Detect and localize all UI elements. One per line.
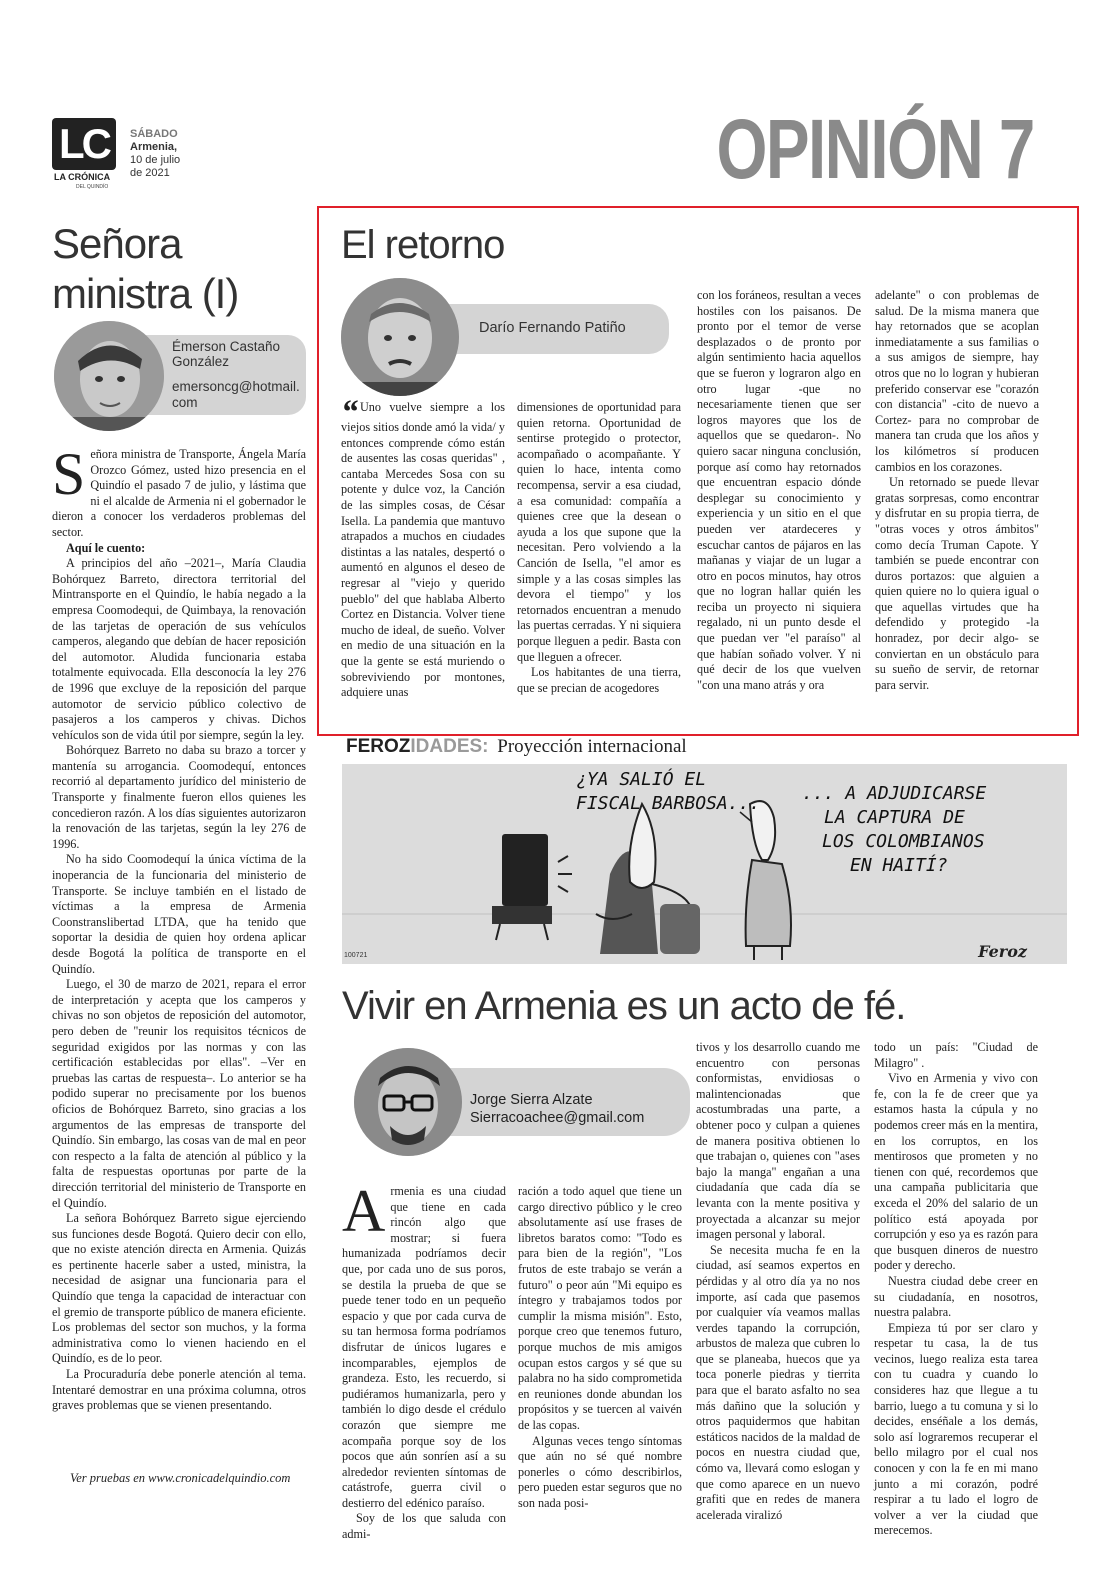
cartoon-label-bold: FEROZ: [346, 736, 411, 757]
cartoon-bubble1-line1: ¿YA SALIÓ EL: [576, 769, 707, 790]
article1-title: [52, 219, 238, 319]
article3-col1: [342, 1178, 506, 1543]
article1-author-line2: González: [172, 354, 230, 369]
cartoon-bubble2-line4: EN HAITÍ?: [850, 855, 948, 876]
article1-email-line2: com: [172, 395, 198, 410]
article3-col4-p1: Vivo en Armenia y vivo con fe, con la fe de creer que ya estamos hasta la cúpula y no podemos creer más en la mentira, en los corruptos, en los mentirosos que prometen y no tienen con qué, recordemos que una campaña publicitaria que exceda el 20% del salario de un político está apoyada por corrupción y eso ya es razón para que busquen dineros de nuestro poder y derecho.: [874, 1071, 1038, 1273]
article-senora-ministra: [52, 215, 306, 1495]
masthead: [52, 102, 1052, 202]
article1-author-name: [172, 339, 280, 369]
article2-col1-p0-text: Uno vuelve siempre a los viejos sitios donde amó la vida/ y entonces comprende cómo están de ausentes las cosas queridas" , cantaba Mercedes Sosa con su potente y dulce voz, la Canción de las simples cosas, de César Isella. La pandemia que mantuvo atrapados a muchos en ciudades distintas a las natales, despertó o aumentó en algunos el deseo de regresar al "viejo y querido pueblo" del que hablaba Alberto Cortez en Distancia. Volver tiene mucho de ideal, de sueño. Volver en medio de una situación en la que la gente se está muriendo o sobreviviendo por montones, adquiere unas: [341, 400, 505, 700]
article2-col2: [517, 400, 681, 696]
cartoon-section: [342, 736, 1067, 968]
section-title: OPINIÓN 7: [716, 102, 1034, 196]
cartoon-header: [346, 736, 687, 758]
article1-para-4: No ha sido Coomodequí la única víctima de la inoperancia de la funcionaria del ministerio de Transporte. Se incluye también en el listado de víctimas a la empresa de Armenia Coonstranslibertad LTDA, que ha tenido que soportar la desidia de quien hoy ordena aplicar desde Bogotá la política de transporte en el Quindío.: [52, 852, 306, 976]
article2-author-name: Darío Fernando Patiño: [479, 320, 626, 336]
article3-col1-p1: Soy de los que saluda con admi-: [342, 1511, 506, 1542]
article3-dropcap: A: [342, 1178, 386, 1244]
date-city: Armenia,: [130, 141, 178, 153]
article1-title-line1: Señora: [52, 220, 182, 267]
cartoon-code: 100721: [344, 952, 368, 959]
quote-mark: “: [341, 394, 358, 431]
cartoon-bubble1: [576, 768, 760, 816]
cartoon-signature: Feroz: [978, 942, 1027, 961]
article1-para-7: La Procuraduría debe ponerle atención al tema. Intentaré demostrar en una próxima columna, otros graves problemas que se vienen presentando.: [52, 1367, 306, 1413]
article-el-retorno: [317, 206, 1079, 736]
article3-col4-p2: Nuestra ciudad debe creer en su ciudadanía, en nosotros, nuestra palabra.: [874, 1273, 1038, 1320]
article3-col3: [696, 1040, 860, 1523]
cartoon-bubble2-line3: LOS COLOMBIANOS: [822, 831, 985, 852]
date-day: SÁBADO: [130, 128, 178, 140]
article1-title-line2: ministra (I): [52, 270, 239, 317]
article3-col3-p1: Se necesita mucha fe en la ciudad, así seamos expertos en pérdidas y al otro día ya no nos importe, así cada que pasemos por cualquier vía veamos mallas verdes tapando la corrupción, arbustos de maleza que cubren lo que se planeaba, huecos que ya toca ponerle piedras y tierrita para que el barato asfalto no sea más dañino que la solución y otros paquidermos que habitan estáticos nacidos de la maldad de pocos en nuestra ciudad que, cómo va, llevará como eslogan y que como aparece en un nuevo grafiti que en redes de manera acelerada viralizó: [696, 1242, 860, 1522]
article1-author-line1: Émerson Castaño: [172, 339, 281, 354]
article3-col4-p3: Empieza tú por ser claro y respetar tu casa, la de tus vecinos, luego realiza esta tarea con tu cuadra y cuando lo consideres haz que llegue a tu barrio, luego a tu comuna y si lo decides, enséñale a los demás, solo así lograremos recuperar el bello milagro por el cual nos conocen y con la fe en mi mano junto a mi corazón, podré respirar a tu lado el logro de volver a ver la ciudad que merecemos.: [874, 1320, 1038, 1538]
article3-col2: [518, 1184, 682, 1511]
article1-para-0: [52, 441, 306, 541]
article2-col4: [875, 288, 1039, 693]
article1-body: [52, 441, 306, 1414]
cartoon-panel: [342, 764, 1067, 964]
article1-para-1: Aquí le cuento:: [66, 540, 146, 555]
article2-col3-p0: con los foráneos, resultan a veces hostiles con los paisanos. De pronto por el temor de verse desplazados o de pronto por algún sentimiento hacia aquellos que se fueron y lograron algo en otro lugar -que no necesariamente tienen que ser logros mayores que los de aquellos que se quedaron-. No quiero sacar ninguna conclusión, porque así como hay retornados que encuentran espacio dónde desplegar su conocimiento y experiencia y un sitio en el que pueden ver atardeceres y escuchar cantos de pájaros en las mañanas y viajar de un lugar a otro en pocos minutos, hay otros que no logran hallar quién les reciba un proyecto ni siquiera regalado, ni un punto desde el que puedan ver "el paraíso" al que habían soñado volver. Y ni qué decir de los que vuelven "con una mano atrás y ora: [697, 288, 861, 692]
cartoon-bubble2: [802, 782, 986, 878]
article2-author-photo: [341, 278, 459, 396]
article1-para-2: A principios del año –2021–, María Claudia Bohórquez Barreto, directora territorial del Mintransporte en el Quindío, le había negado a la empresa Coomodequi, de Quimbaya, la renovación de las tarjetas de operación de sus vehículos camperos, alegando que debían de hacer reposición del automotor. Aludida funcionaria estaba totalmente equivocada. Ella desconocía la ley 276 de 1996 que excluye de la reposición del parque automotor de servicio público colectivo de pasajeros a los camperos y chivas. Dichos vehículos son de vida útil por siempre, según la ley.: [52, 556, 306, 742]
article3-author-name: Jorge Sierra Alzate: [470, 1092, 593, 1108]
logo: [52, 118, 120, 190]
cartoon-bubble1-line2: FISCAL BARBOSA...: [576, 793, 761, 814]
article2-col2-p1: Los habitantes de una tierra, que se precian de acogedores: [517, 665, 681, 695]
article1-email: [172, 379, 300, 411]
article1-para-3: Bohórquez Barreto no daba su brazo a torcer y mantenía su arrogancia. Coomodequí, entonces recorrió al departamento jurídico del ministerio de Transporte y finalmente fueron ellos quienes les concedieron razón. A los días siguientes autorizaron la renovación de las tarjetas, según la ley 276 de 1996.: [52, 743, 306, 851]
article3-col3-p0: tivos y los desarrollo cuando me encuentro con personas conformistas, envidiosas o malintencionadas que acostumbradas una parte, a obtener poco y culpan a quienes de manera positiva obtienen lo que trabajan o, quienes con "ases bajo la manga" engañan a una ciudadanía que cada día se levanta con la mente positiva y proyectada a alcanzar su mejor imagen personal y laboral.: [696, 1040, 860, 1242]
article2-col4-p0: adelante" o con problemas de salud. De la misma manera que hay retornados que se acoplan inmediatamente a sus familias o a sus amigos de siempre, hay otros que no lo logran y hubieran preferido conservar ese "corazón con distancia" -cito de nuevo a Cortez- para no comprobar de manera tan cruda que los años y los kilómetros sí producen cambios en los corazones.: [875, 288, 1039, 474]
article2-col1-p0: [341, 394, 505, 701]
article3-email: Sierracoachee@gmail.com: [470, 1110, 645, 1126]
article3-col2-p1: Algunas veces tengo síntomas que aún no sé qué nombre ponerles o cómo describirlos, pero pueden estar seguros que no son nada posi-: [518, 1433, 682, 1510]
article3-col2-p0: ración a todo aquel que tiene un cargo directivo público y le creo absolutamente así use frases de libretos baratos como: "Todo es para bien de la región", "Los frutos de este trabajo se verán a futuro" o peor aún "Mi equipo es íntegro y trabajamos todos por cumplir la misma misión". Esto, porque creo que tenemos futuro, porque muchos de mis amigos ocupan estos cargos y sé que su palabra no ha sido comprometida en reuniones donde abundan los propósitos y se tuercen al vaivén de las copas.: [518, 1184, 682, 1432]
article2-col1: [341, 394, 505, 701]
article1-para-0-text: eñora ministra de Transporte, Ángela María Orozco Gómez, usted hizo presencia en el Quindío el pasado 7 de julio, y lástima que ni el alcalde de Armenia ni el gobernador le dieron a conocer los verdaderos problemas del sector.: [52, 447, 306, 539]
article3-col1-p0-text: rmenia es una ciudad que tiene en cada rincón algo que mostrar; si fuera humanizada podríamos decir que, por cada uno de sus poros, se destila la prueba de que se puede tener todo en un pequeño espacio y que por cada curva de su tan hermosa forma podríamos disfrutar de únicos lugares e incomparables, ejemplos de grandeza. Esto, les recuerdo, si pudiéramos humanizarla, pero y también lo digo desde el crédulo corazón que siempre me acompaña porque soy de los pocos que aún sonríen así a su alrededor revienten síntomas de catástrofe, guerra civil o destierro del edénico paraíso.: [342, 1184, 506, 1510]
article2-col3: [697, 288, 861, 693]
article3-col4-p0: todo un país: "Ciudad de Milagro" .: [874, 1040, 1038, 1070]
article1-dropcap: S: [52, 441, 86, 507]
date-line2: de 2021: [130, 167, 170, 179]
article1-author-photo: [54, 321, 164, 431]
logo-letters: LC: [52, 118, 116, 170]
article1-footer: Ver pruebas en www.cronicadelquindio.com: [70, 1471, 291, 1485]
article2-title: El retorno: [341, 223, 505, 267]
article1-email-line1: emersoncg@hotmail.: [172, 379, 300, 394]
logo-name: LA CRÓNICA: [54, 172, 111, 182]
logo-sub: DEL QUINDÍO: [76, 184, 109, 190]
cartoon-bubble2-line1: ... A ADJUDICARSE: [802, 783, 987, 804]
date-line1: 10 de julio: [130, 154, 181, 166]
cartoon-bubble2-line2: LA CAPTURA DE: [824, 807, 965, 828]
article3-col4: [874, 1040, 1038, 1539]
article1-para-5: Luego, el 30 de marzo de 2021, repara el error de interpretación y acepta que los camperos y chivas no son objetos de reposición del automotor, pero deben de "reunir los requisitos técnicos de seguridad exigidos por las normas y con las certificación establecidas por ellas". –Ver en pruebas las cartas de respuesta–. Lo anterior se ha podido superar no precisamente por los buenos oficios de Bohórquez Barreto, sino gracias a los argumentos de las empresas de transporte del Quindío. Sin embargo, las cosas van de mal en peor con respecto a la falta de atención al público y la falta de respuestas oportunas por parte de la dirección territorial del ministerio de Transporte en el Quindío.: [52, 977, 306, 1210]
article1-para-6: La señora Bohórquez Barreto sigue ejerciendo sus funciones desde Bogotá. Quiero decir con ello, que no existe atención directa en Armenia. Quizás es pertinente hacerle saber a usted, ministra, la necesidad de asignar una funcionaria para el Quindío que tenga la capacidad de interactuar con el gremio de transporte público de manera eficiente. Los problemas del sector son muchos, y la forma administrativa como lo vienen haciendo en el Quindío, es de lo peor.: [52, 1211, 306, 1366]
article3-col1-p0: [342, 1178, 506, 1511]
article3-title: Vivir en Armenia es un acto de fé.: [342, 984, 906, 1028]
article-vivir-en-armenia: [342, 978, 1072, 1542]
article2-col4-p1: Un retornado se puede llevar gratas sorpresas, como encontrar y disfrutar en su propia tierra, de "otras voces y otros ámbitos" como decía Truman Capote. Y también se puede encontrar con duros portazos: que alguien a quien quiere no lo quiera igual o que aquellas virtudes que ha defendido y protegido -la honradez, por decir algo- se conviertan en un obstáculo para su sueño de servir, de retornar para servir.: [875, 475, 1039, 692]
date-block: [130, 128, 180, 180]
cartoon-title: Proyección internacional: [497, 736, 687, 757]
article2-col2-p0: dimensiones de oportunidad para quien retorna. Oportunidad de sentirse protegido o protector, acompañado o acompañante. Y quien lo hace, intenta como recompensa, servir a esa ciudad, a esa comunidad: compañía a quienes cree que la desean o ayuda a los que supone que la necesitan. Pero volviendo a la Canción de Isella, "el amor es simple y a las cosas simples las devora el tiempo" y los retornados encuentran a menudo las puertas cerradas. Y ni siquiera porque lleguen a pedir. Basta con que lleguen a ofrecer.: [517, 400, 681, 664]
cartoon-label-light: IDADES:: [410, 736, 489, 757]
article3-author-photo: [354, 1048, 462, 1156]
